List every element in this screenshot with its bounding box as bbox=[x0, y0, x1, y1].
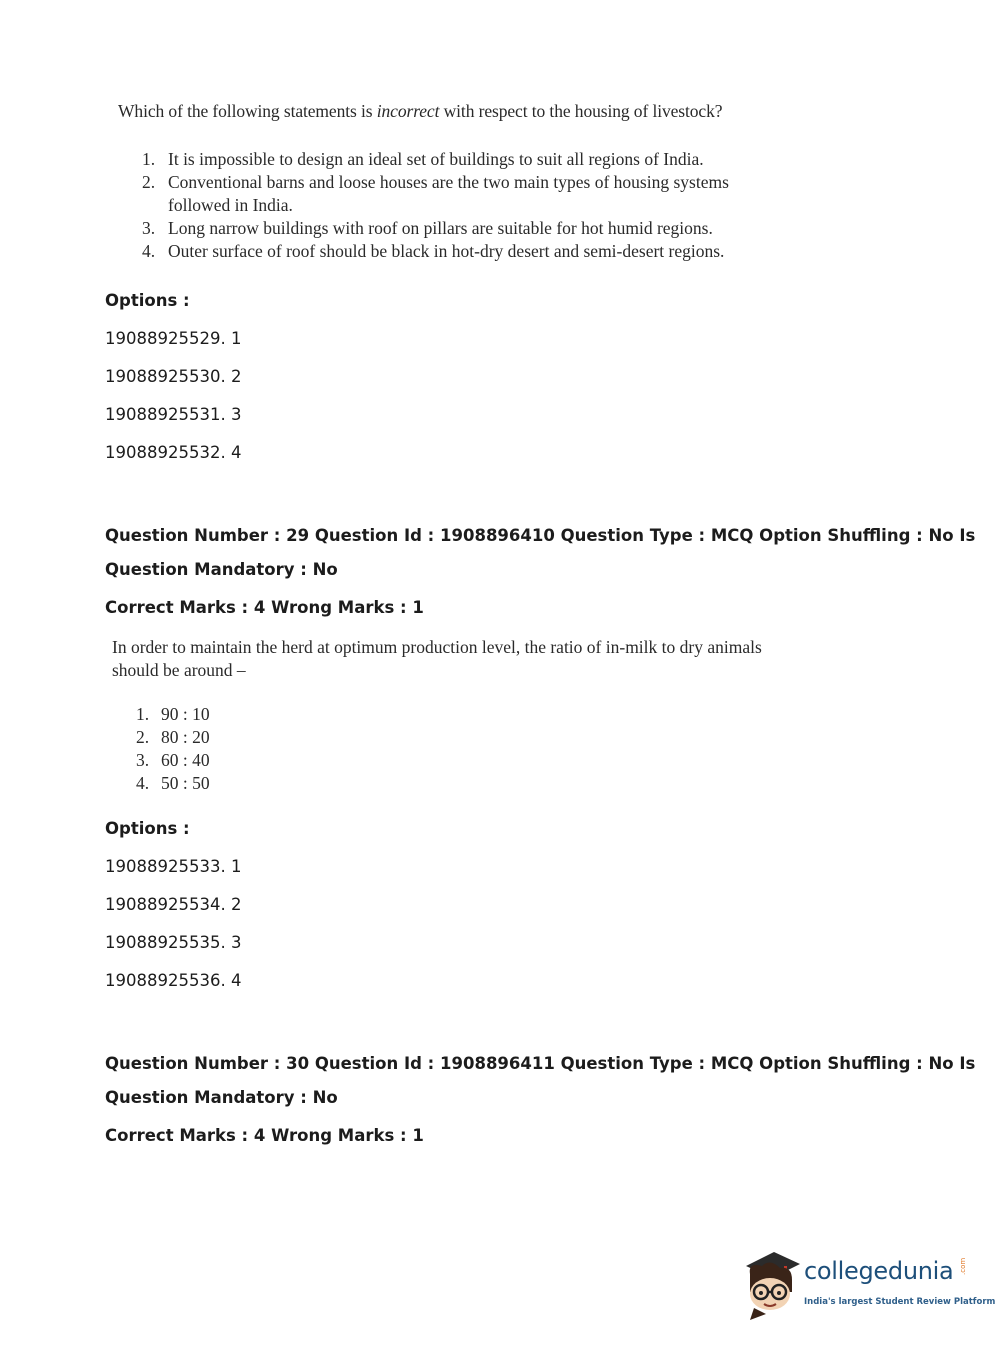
statement-line: Outer surface of roof should be black in hot-dry desert and semi-desert regions. bbox=[168, 241, 725, 261]
logo-wordmark: collegedunia bbox=[804, 1257, 954, 1285]
option-item: 19088925536. 4 bbox=[105, 971, 242, 990]
choice-text: 60 : 40 bbox=[161, 750, 210, 770]
statement-line: Conventional barns and loose houses are the two main types of housing systems bbox=[168, 172, 729, 192]
question-emphasis: incorrect bbox=[376, 101, 440, 121]
option-item: 19088925530. 2 bbox=[105, 367, 242, 386]
question-29-marks: Correct Marks : 4 Wrong Marks : 1 bbox=[105, 598, 424, 617]
question-line: should be around – bbox=[112, 660, 246, 680]
option-item: 19088925529. 1 bbox=[105, 329, 242, 348]
statement-line: Long narrow buildings with roof on pillars are suitable for hot humid regions. bbox=[168, 218, 713, 238]
question-29-text bbox=[112, 636, 762, 682]
statement-item: 3. Long narrow buildings with roof on pillars are suitable for hot humid regions. bbox=[142, 218, 713, 238]
statement-item: 1. It is impossible to design an ideal set of buildings to suit all regions of India. bbox=[142, 149, 704, 169]
option-item: 19088925531. 3 bbox=[105, 405, 242, 424]
question-30-mandatory: Question Mandatory : No bbox=[105, 1088, 338, 1107]
question-29-mandatory: Question Mandatory : No bbox=[105, 560, 338, 579]
question-29-meta: Question Number : 29 Question Id : 1908896410 Question Type : MCQ Option Shuffling : No Is bbox=[105, 526, 976, 545]
choice-text: 80 : 20 bbox=[161, 727, 210, 747]
question-28-statements bbox=[142, 148, 729, 263]
question-text-part: with respect to the housing of livestock? bbox=[439, 101, 723, 121]
mascot-logo-icon bbox=[740, 1248, 804, 1320]
logo-suffix: .com bbox=[959, 1257, 967, 1275]
option-item: 19088925534. 2 bbox=[105, 895, 242, 914]
statement-line: followed in India. bbox=[168, 195, 293, 215]
question-29-choices bbox=[136, 703, 210, 795]
question-30-meta: Question Number : 30 Question Id : 1908896411 Question Type : MCQ Option Shuffling : No Is bbox=[105, 1054, 976, 1073]
logo-tagline: India's largest Student Review Platform bbox=[804, 1297, 996, 1307]
choice-text: 50 : 50 bbox=[161, 773, 210, 793]
choice-item: 4. 50 : 50 bbox=[136, 773, 210, 793]
statement-item: 4. Outer surface of roof should be black in hot-dry desert and semi-desert regions. bbox=[142, 241, 725, 261]
statement-item: 2. Conventional barns and loose houses are the two main types of housing systems followed in India. bbox=[142, 172, 729, 215]
choice-item: 3. 60 : 40 bbox=[136, 750, 210, 770]
options-label: Options : bbox=[105, 819, 190, 838]
statement-line: It is impossible to design an ideal set of buildings to suit all regions of India. bbox=[168, 149, 704, 169]
option-item: 19088925535. 3 bbox=[105, 933, 242, 952]
question-30-marks: Correct Marks : 4 Wrong Marks : 1 bbox=[105, 1126, 424, 1145]
choice-text: 90 : 10 bbox=[161, 704, 210, 724]
question-line: In order to maintain the herd at optimum production level, the ratio of in-milk to dry animals bbox=[112, 637, 762, 657]
options-label: Options : bbox=[105, 291, 190, 310]
option-item: 19088925533. 1 bbox=[105, 857, 242, 876]
choice-item: 2. 80 : 20 bbox=[136, 727, 210, 747]
choice-item: 1. 90 : 10 bbox=[136, 704, 210, 724]
question-text-part: Which of the following statements is bbox=[118, 101, 377, 121]
question-28-text bbox=[118, 101, 722, 122]
option-item: 19088925532. 4 bbox=[105, 443, 242, 462]
